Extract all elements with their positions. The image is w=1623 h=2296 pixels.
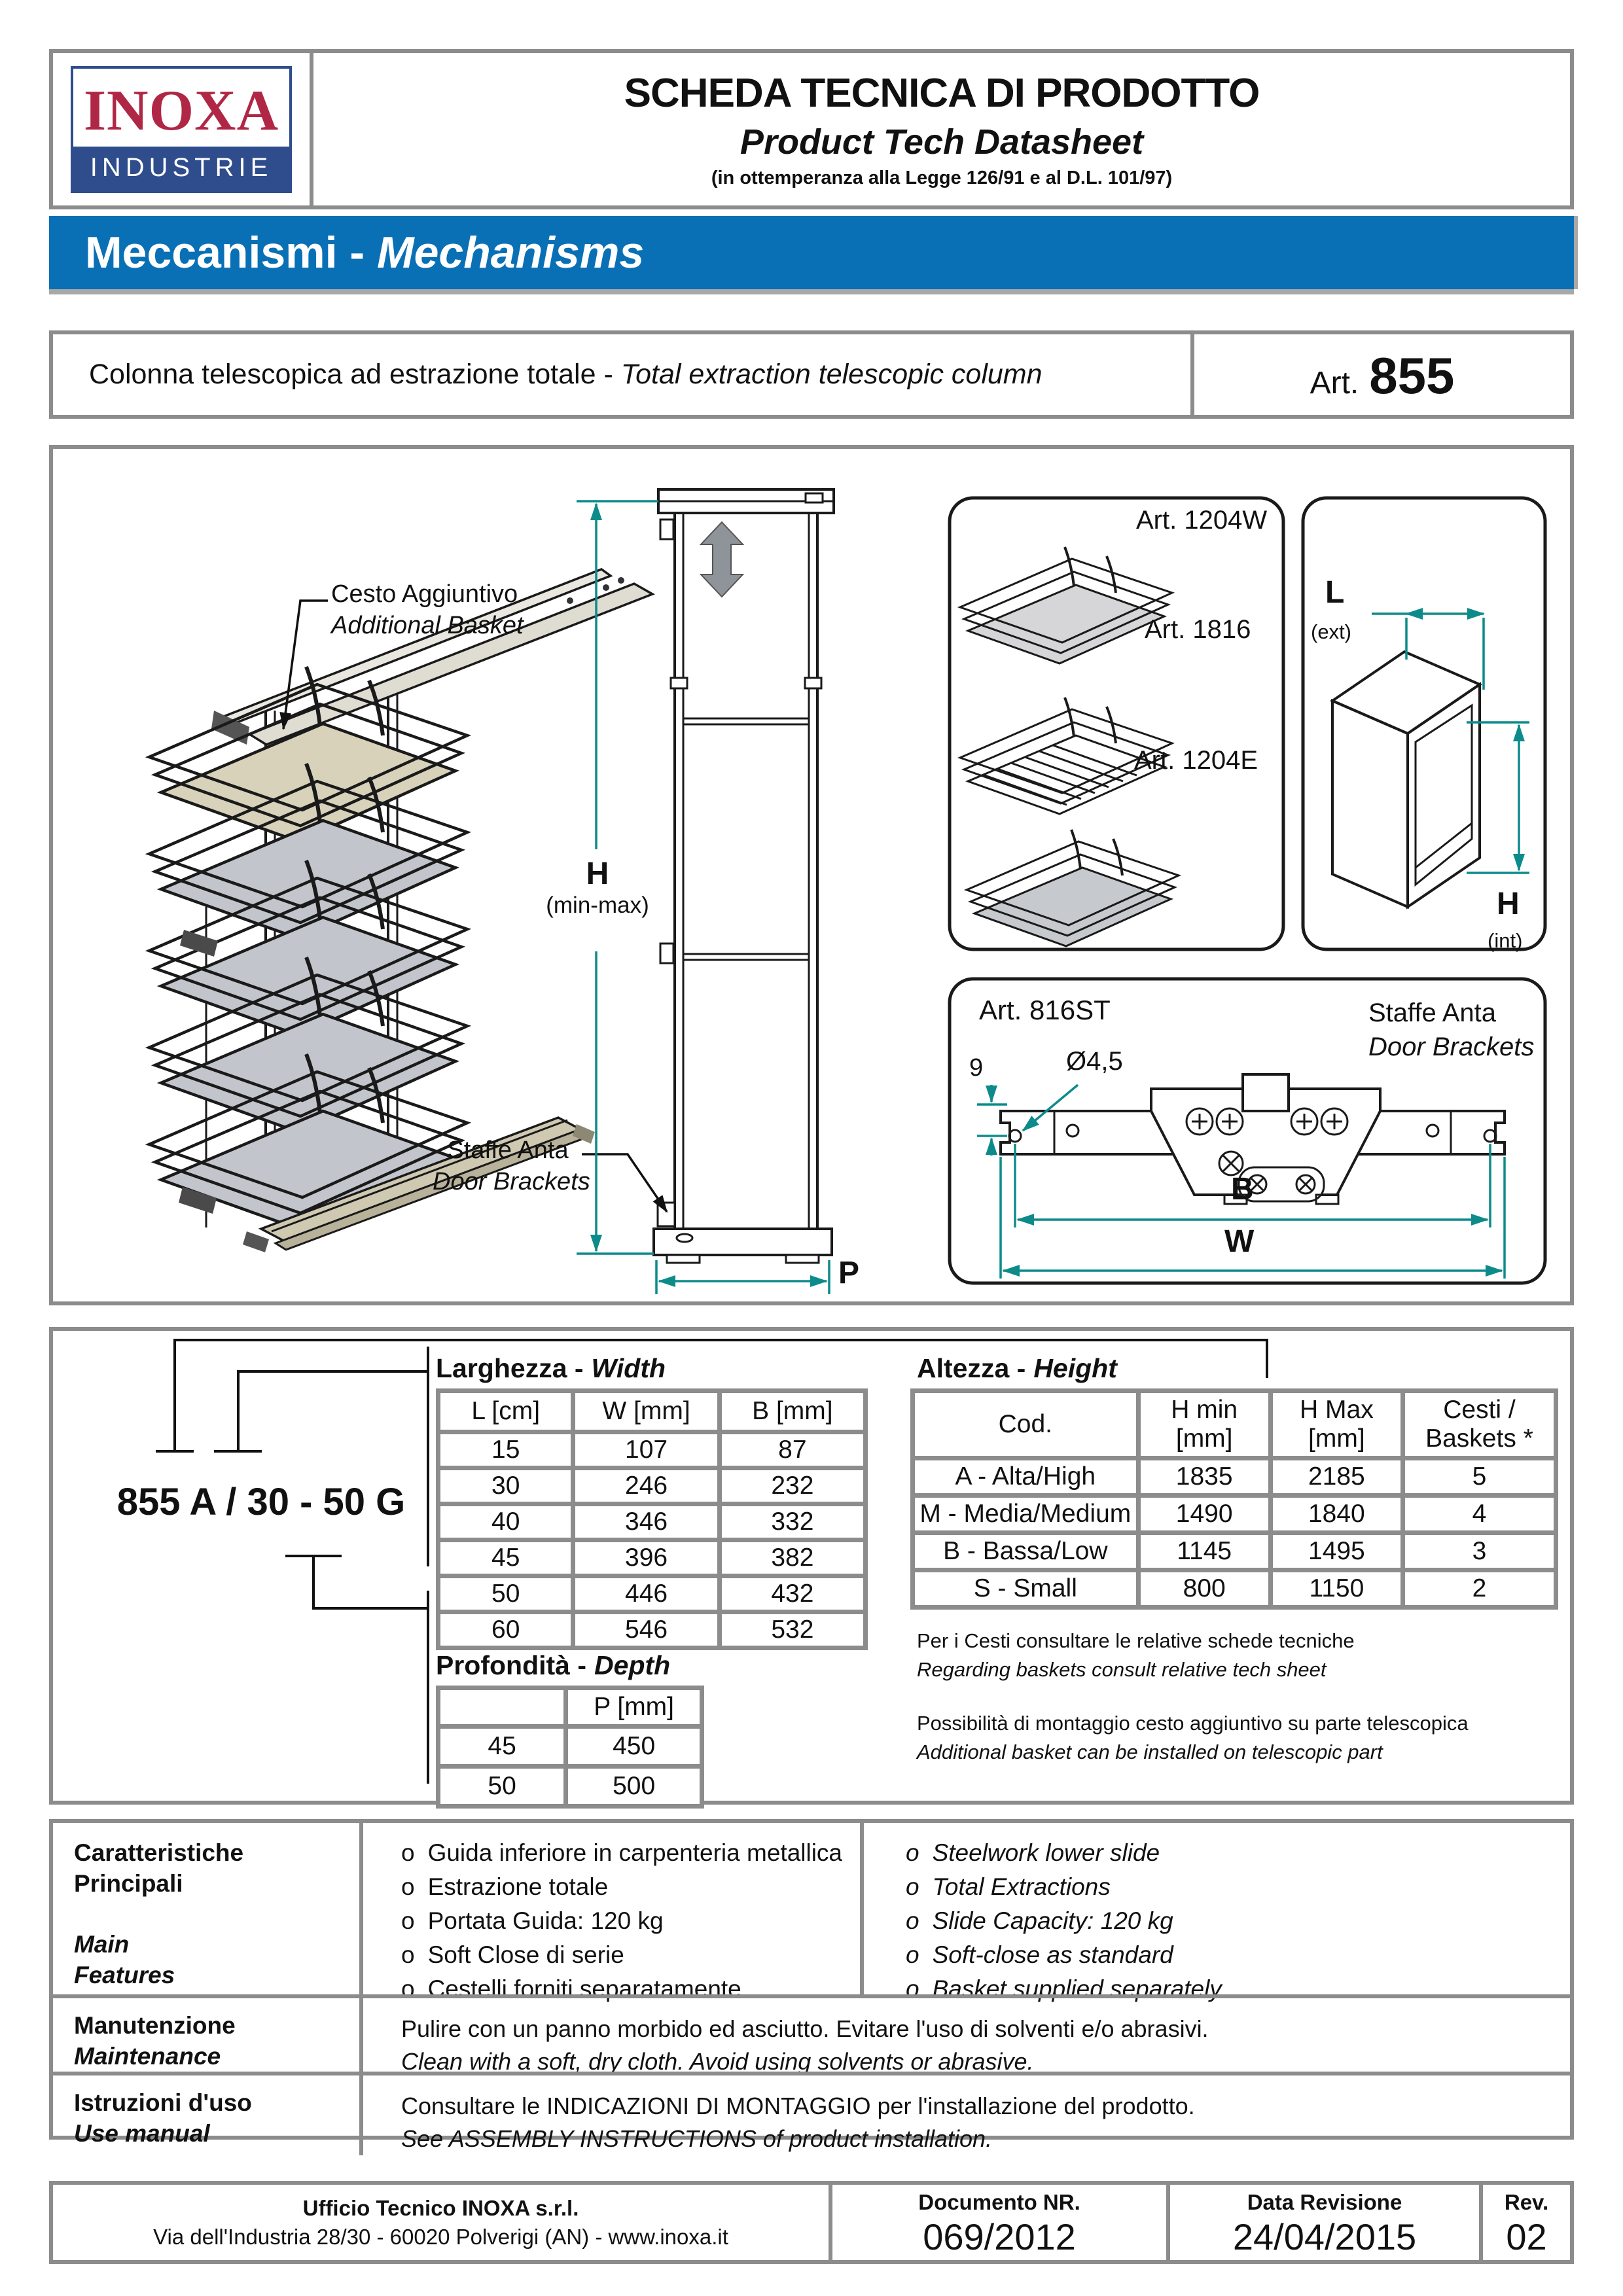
l-ext-label: (ext): [1311, 620, 1351, 643]
depth-section-title: [436, 1650, 670, 1681]
width-table-header-row: [438, 1391, 866, 1432]
depth-col-p: P [mm]: [566, 1688, 702, 1727]
baskets-note-en: Regarding baskets consult relative tech sheet: [917, 1658, 1327, 1681]
door-brackets-label-en: Door Brackets: [433, 1168, 590, 1195]
baskets-panel: [950, 498, 1283, 949]
product-description-it: Colonna telescopica ad estrazione totale -: [89, 359, 613, 390]
art-1204w-label: Art. 1204W: [1136, 506, 1268, 535]
article-row: [49, 330, 1574, 419]
additional-basket-label: [331, 578, 524, 641]
revision-label: Rev.: [1504, 2189, 1549, 2214]
list-item: o Slide Capacity: 120 kg: [906, 1907, 1173, 1934]
table-row: S - Small 800 1150 2: [913, 1570, 1556, 1608]
main-features-header: [53, 1823, 359, 1994]
cabinet-panel: [1303, 498, 1545, 949]
baskets-note-it: Per i Cesti consultare le relative schede tecniche: [917, 1629, 1355, 1652]
footer-document-cell: [829, 2185, 1166, 2260]
dim-9-label: 9: [969, 1054, 984, 1082]
depth-col-blank: [438, 1688, 566, 1727]
up-down-arrow-icon: [701, 522, 743, 597]
additional-basket-label-en: Additional Basket: [331, 612, 524, 639]
features-box: [49, 1819, 1574, 2152]
features-label-en1: Main: [74, 1931, 130, 1958]
dim-diameter-label: Ø4,5: [1066, 1047, 1123, 1076]
maintenance-label-en: Maintenance: [74, 2043, 221, 2070]
list-item: o Basket supplied separately: [906, 1975, 1222, 2002]
list-item: o Estrazione totale: [401, 1873, 609, 1900]
features-label-it1: Caratteristiche: [74, 1839, 244, 1866]
height-col-cod: Cod.: [998, 1410, 1052, 1438]
revision-date: 24/04/2015: [1232, 2216, 1417, 2257]
h-dim-minmax: (min-max): [546, 892, 649, 918]
door-brackets2-it: Staffe Anta: [1368, 998, 1496, 1027]
instructions-label-en: Use manual: [74, 2120, 210, 2147]
table-row: 45 450: [438, 1727, 702, 1767]
list-item: o Total Extractions: [906, 1873, 1111, 1900]
title-cell: [313, 53, 1570, 205]
list-item: o Cestelli forniti separatamente: [401, 1975, 741, 2002]
instructions-label-it: Istruzioni d'uso: [74, 2089, 252, 2116]
list-item: o Guida inferiore in carpenteria metallica: [401, 1839, 843, 1866]
maintenance-text-en: Clean with a soft, dry cloth. Avoid using solvents or abrasive.: [401, 2048, 1034, 2075]
height-title-it: Altezza -: [917, 1353, 1026, 1383]
article-number: 855: [1369, 347, 1455, 404]
table-row: M - Media/Medium 1490 1840 4: [913, 1496, 1556, 1533]
additional-basket-note-it: Possibilità di montaggio cesto aggiuntivo su parte telescopica: [917, 1712, 1469, 1735]
instructions-header: [53, 2075, 359, 2155]
revision-date-label: Data Revisione: [1247, 2189, 1402, 2214]
table-row: B - Bassa/Low 1145 1495 3: [913, 1533, 1556, 1570]
table-row: 45 396 382: [438, 1540, 866, 1576]
height-col-hmax: [mm]: [1308, 1424, 1365, 1453]
table-row: 50 446 432: [438, 1576, 866, 1612]
banner-title-it: Meccanismi -: [85, 228, 365, 277]
b-dimension-label: B: [1231, 1172, 1254, 1207]
art-1204e-label: Art. 1204E: [1134, 746, 1258, 775]
table-row: 15 107 87: [438, 1432, 866, 1468]
features-list-en: [860, 1823, 1570, 2002]
instructions-text: [359, 2075, 1570, 2155]
features-label-en2: Features: [74, 1962, 175, 1988]
main-features-row: [53, 1823, 1570, 2002]
logo-industrie: INDUSTRIE: [73, 147, 289, 190]
list-item: o Steelwork lower slide: [906, 1839, 1160, 1866]
product-description-en: Total extraction telescopic column: [620, 359, 1043, 390]
dimensions-box: [49, 1327, 1574, 1805]
logo-cell: [53, 53, 313, 205]
door-brackets-label-it: Staffe Anta: [447, 1137, 569, 1164]
p-dimension-label: P: [838, 1256, 860, 1290]
instructions-text-en: See ASSEMBLY INSTRUCTIONS of product installation.: [401, 2125, 993, 2152]
height-table-header-row: Cod. H min [mm] H Max [mm] Cesti / Baskets *: [913, 1391, 1556, 1458]
depth-table: [436, 1686, 704, 1809]
logo-wordmark: INOXA: [73, 69, 289, 147]
width-col-l: L [cm]: [438, 1391, 573, 1432]
additional-basket-note-en: Additional basket can be installed on telescopic part: [917, 1740, 1383, 1763]
depth-title-en: Depth: [594, 1650, 671, 1680]
width-title-it: Larghezza -: [436, 1353, 584, 1383]
width-section-title: [436, 1353, 666, 1384]
baskets-note: [917, 1627, 1355, 1684]
art-816st-label: Art. 816ST: [979, 995, 1111, 1025]
door-brackets-label-front: [433, 1135, 590, 1197]
table-row: A - Alta/High 1835 2185 5: [913, 1458, 1556, 1496]
technical-drawing-box: [49, 445, 1574, 1305]
l-dimension-label: L: [1325, 575, 1345, 610]
art-1816-label: Art. 1816: [1145, 615, 1251, 644]
door-brackets2-en: Door Brackets: [1368, 1033, 1535, 1061]
model-code: 855 A / 30 - 50 G: [116, 1481, 406, 1523]
law-note: (in ottemperanza alla Legge 126/91 e al D.L. 101/97): [711, 167, 1173, 188]
features-label-it2: Principali: [74, 1870, 183, 1897]
h-dimension-label: [539, 858, 656, 921]
footer-box: [49, 2181, 1574, 2264]
instructions-text-it: Consultare le INDICAZIONI DI MONTAGGIO per l'installazione del prodotto.: [401, 2093, 1195, 2119]
footer-office-cell: [53, 2185, 829, 2260]
document-number: 069/2012: [923, 2216, 1076, 2257]
document-title: SCHEDA TECNICA DI PRODOTTO: [624, 70, 1260, 116]
banner-title-en: Mechanisms: [376, 228, 645, 277]
height-section-title: [917, 1353, 1117, 1384]
article-label: Art.: [1310, 366, 1359, 400]
header-box: [49, 49, 1574, 209]
maintenance-row: [53, 1994, 1570, 2075]
document-number-label: Documento NR.: [918, 2189, 1080, 2214]
table-row: 30 246 232: [438, 1468, 866, 1504]
table-row: 40 346 332: [438, 1504, 866, 1540]
height-table: [910, 1388, 1558, 1610]
maintenance-text-it: Pulire con un panno morbido ed asciutto. Evitare l'uso di solventi e/o abrasivi.: [401, 2015, 1209, 2042]
w-dimension-label: W: [1224, 1224, 1255, 1259]
h-int-label: (int): [1488, 929, 1523, 952]
footer-address: Via dell'Industria 28/30 - 60020 Polverigi (AN) - www.inoxa.it: [153, 2224, 728, 2249]
section-banner: [49, 216, 1574, 289]
list-item: o Portata Guida: 120 kg: [401, 1907, 664, 1934]
maintenance-text: [359, 1998, 1570, 2075]
list-item: o Soft Close di serie: [401, 1941, 624, 1968]
maintenance-header: [53, 1998, 359, 2072]
additional-basket-label-it: Cesto Aggiuntivo: [331, 580, 518, 608]
product-description: [53, 334, 1190, 415]
maintenance-label-it: Manutenzione: [74, 2012, 236, 2039]
height-col-hmin: [mm]: [1175, 1424, 1233, 1453]
width-col-w: W [mm]: [573, 1391, 719, 1432]
inoxa-logo: [71, 66, 292, 193]
article-number-cell: [1190, 334, 1570, 415]
footer-revision-date-cell: [1166, 2185, 1479, 2260]
table-row: 50 500: [438, 1767, 702, 1807]
h-int-dimension-label: H: [1497, 887, 1520, 921]
depth-table-header-row: [438, 1688, 702, 1727]
additional-basket-note: [917, 1709, 1469, 1767]
footer-revision-cell: [1479, 2185, 1570, 2260]
width-col-b: B [mm]: [719, 1391, 865, 1432]
instructions-row: [53, 2072, 1570, 2155]
h-dim-letter: H: [586, 857, 609, 891]
depth-title-it: Profondità -: [436, 1650, 587, 1680]
door-brackets-label-bracket: [1368, 996, 1534, 1064]
height-col-baskets: Baskets *: [1425, 1424, 1533, 1453]
width-title-en: Width: [591, 1353, 666, 1383]
list-item: o Soft-close as standard: [906, 1941, 1173, 1968]
document-subtitle: Product Tech Datasheet: [740, 122, 1144, 162]
height-title-en: Height: [1033, 1353, 1117, 1383]
revision-number: 02: [1506, 2216, 1547, 2257]
table-row: 60 546 532: [438, 1612, 866, 1648]
footer-office: Ufficio Tecnico INOXA s.r.l.: [302, 2195, 579, 2220]
width-table: [436, 1388, 868, 1650]
door-brackets-leader-line: [582, 1154, 667, 1212]
features-list-it: [359, 1823, 860, 2002]
